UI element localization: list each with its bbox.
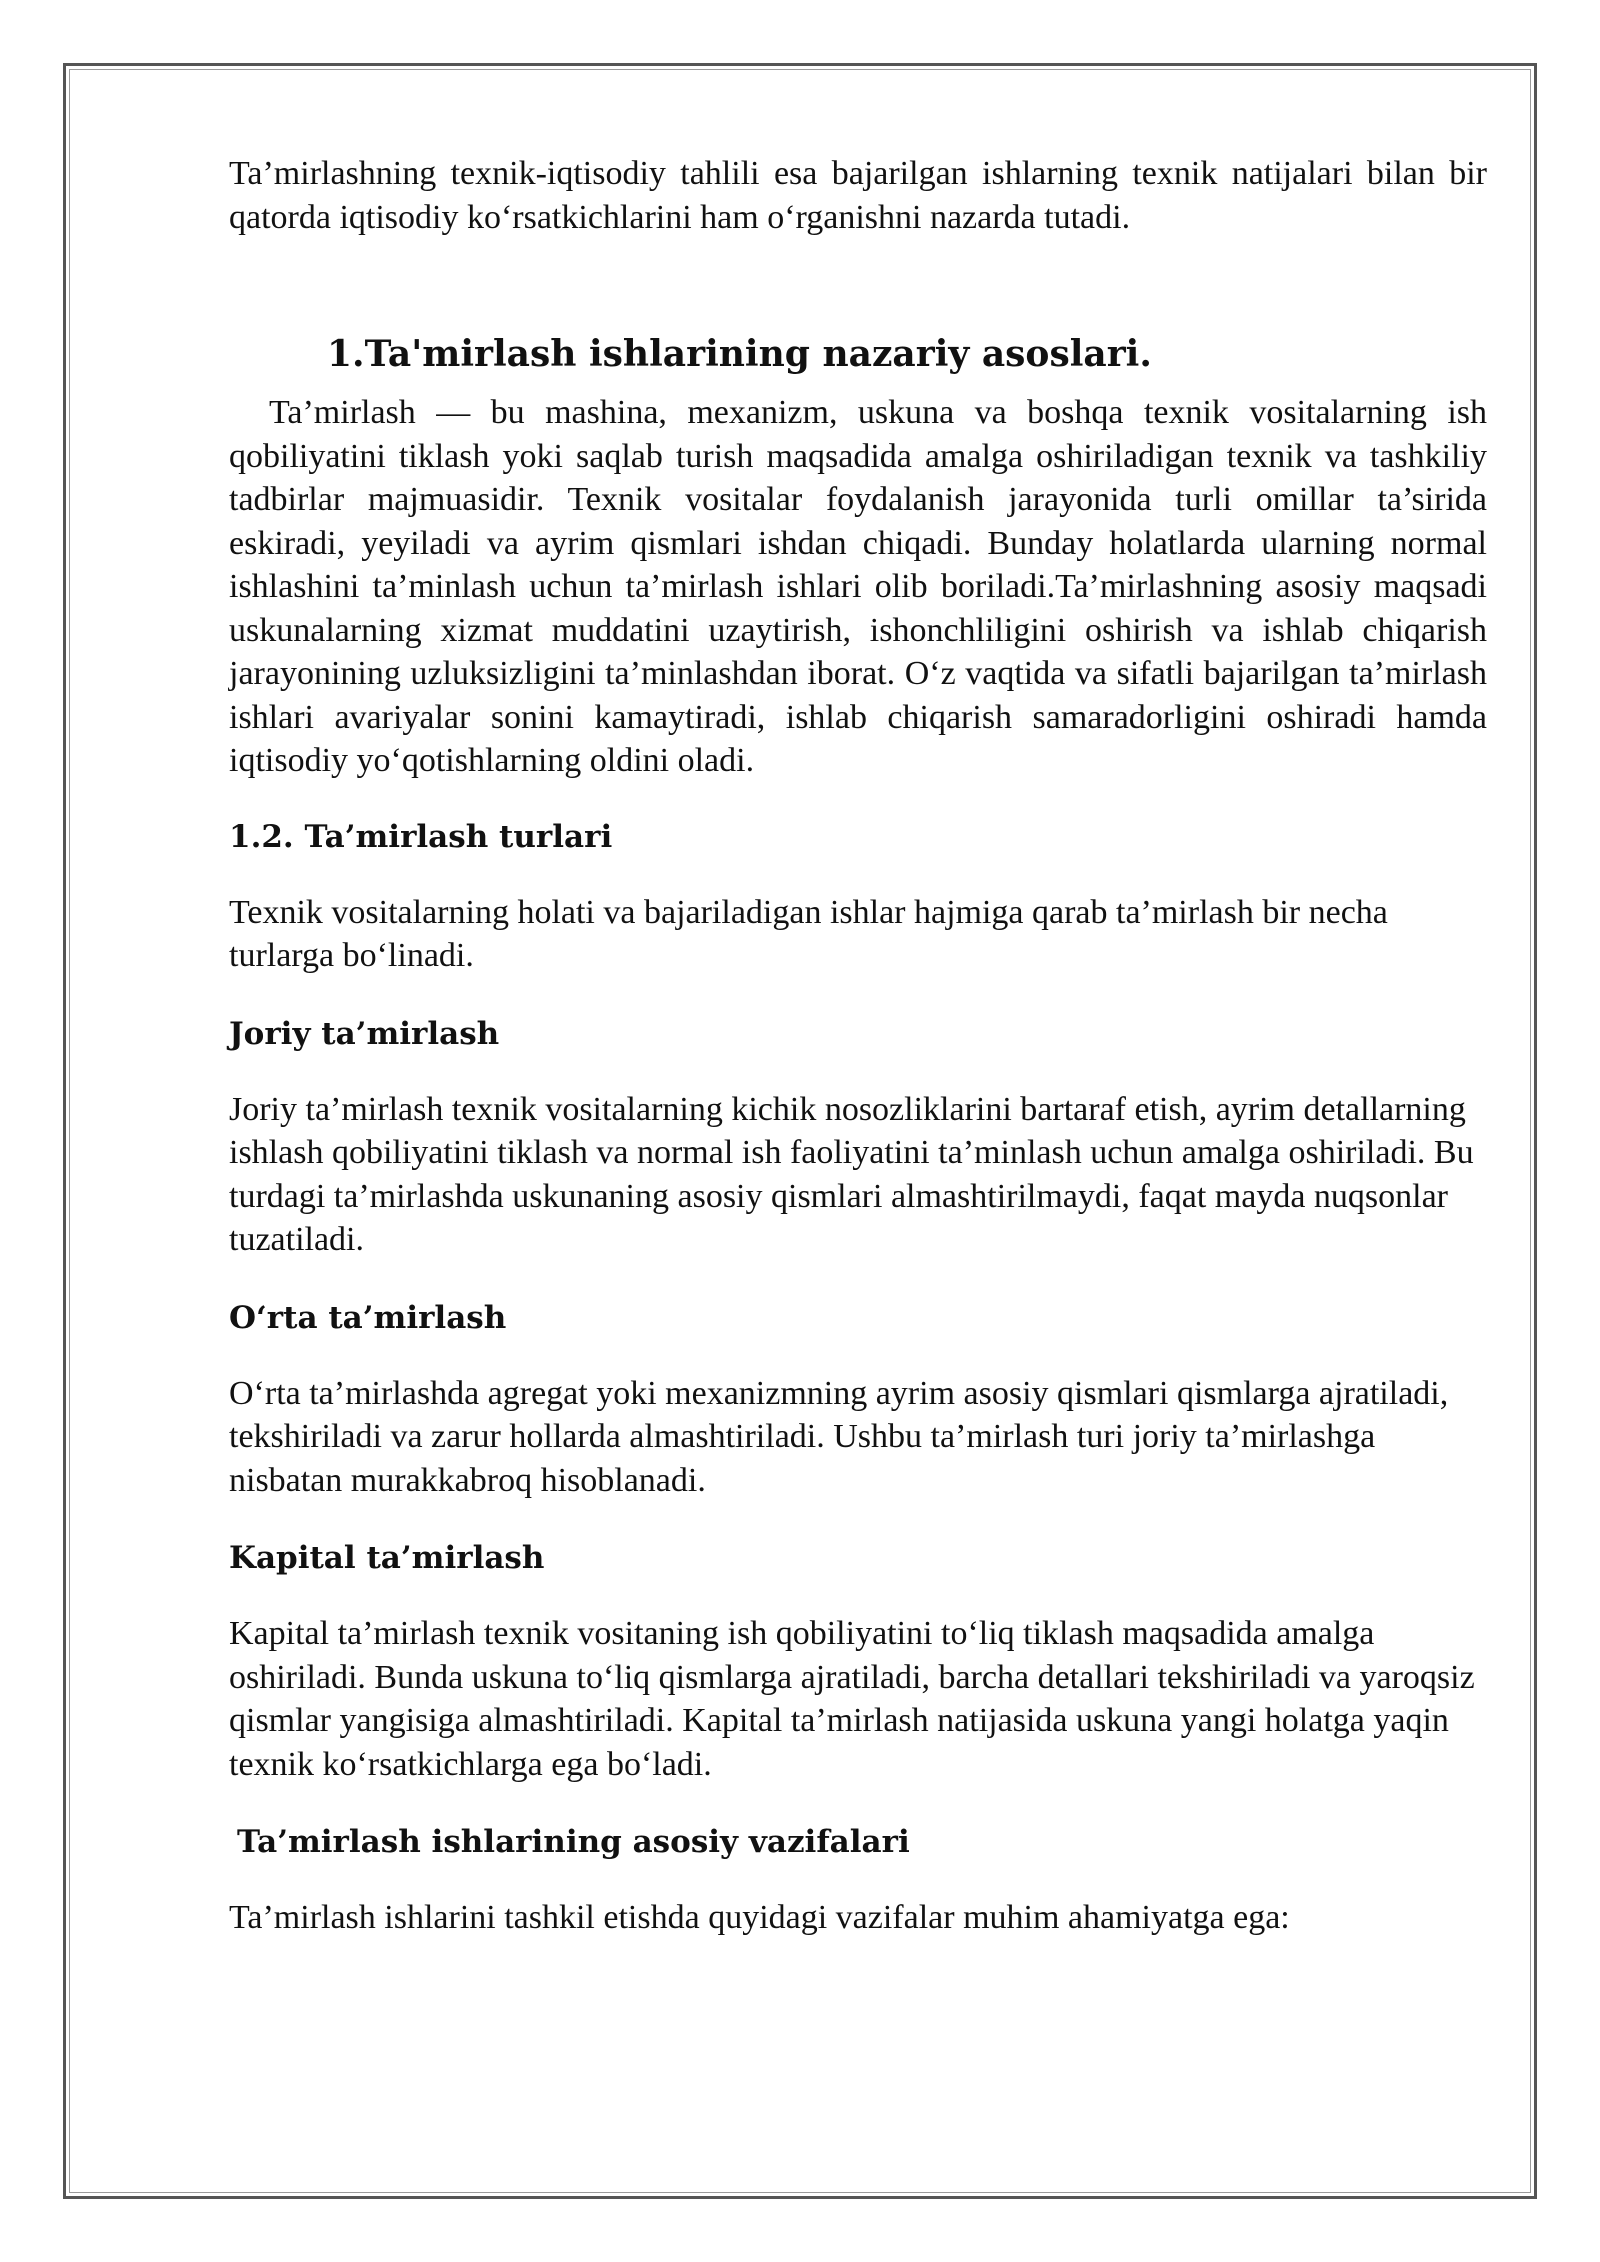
kapital-heading: Kapital ta’mirlash (229, 1540, 545, 1576)
intro-paragraph: Ta’mirlashning texnik-iqtisodiy tahlili esa bajarilgan ishlarning texnik natijalari bilan bir qatorda iqtisodiy ko‘rsatkichlarini ham o‘rganishni nazarda tutadi. (229, 155, 1487, 236)
joriy-paragraph: Joriy ta’mirlash texnik vositalarning kichik nosozliklarini bartaraf etish, ayrim detallarning ishlash qobiliyatini tiklash va normal ish faoliyatini ta’minlash uchun amalga oshiriladi. Bu turdagi ta’mirlashda uskunaning asosiy qismlari almashtirilmaydi, faqat mayda nuqsonlar tuzatiladi. (229, 1090, 1474, 1258)
section-1-2-heading: 1.2. Ta’mirlash turlari (229, 818, 613, 855)
section-1-2-paragraph: Texnik vositalarning holati va bajariladigan ishlar hajmiga qarab ta’mirlash bir necha turlarga bo‘linadi. (229, 893, 1388, 974)
section-1-paragraph: Ta’mirlash — bu mashina, mexanizm, uskuna va boshqa texnik vositalarning ish qobiliyatini tiklash yoki saqlab turish maqsadida amalga oshiriladigan texnik va tashkiliy tadbirlar majmuasidir. Texnik vositalar foydalanish jarayonida turli omillar ta’sirida eskiradi, yeyiladi va ayrim qismlari ishdan chiqadi. Bunday holatlarda ularning normal ishlashini ta’minlash uchun ta’mirlash ishlari olib boriladi.Ta’mirlashning asosiy maqsadi uskunalarning xizmat muddatini uzaytirish, ishonchliligini oshirish va ishlab chiqarish jarayonining uzluksizligini ta’minlashdan iborat. O‘z vaqtida va sifatli bajarilgan ta’mirlash ishlari avariyalar sonini kamaytiradi, ishlab chiqarish samaradorligini oshiradi hamda iqtisodiy yo‘qotishlarning oldini oladi. (229, 394, 1487, 779)
document-body (229, 152, 1487, 1940)
section-1-heading: 1.Ta'mirlash ishlarining nazariy asoslari. (327, 333, 1152, 375)
vazifalar-paragraph: Ta’mirlash ishlarini tashkil etishda quyidagi vazifalar muhim ahamiyatga ega: (229, 1899, 1290, 1936)
joriy-heading: Joriy ta’mirlash (229, 1015, 500, 1052)
kapital-paragraph: Kapital ta’mirlash texnik vositaning ish qobiliyatini to‘liq tiklash maqsadida amalga oshiriladi. Bunda uskuna to‘liq qismlarga ajratiladi, barcha detallari tekshiriladi va yaroqsiz qismlar yangisiga almashtiriladi. Kapital ta’mirlash natijasida uskuna yangi holatga yaqin texnik ko‘rsatkichlarga ega bo‘ladi. (229, 1615, 1475, 1783)
orta-paragraph: O‘rta ta’mirlashda agregat yoki mexanizmning ayrim asosiy qismlari qismlarga ajratiladi, tekshiriladi va zarur hollarda almashtiriladi. Ushbu ta’mirlash turi joriy ta’mirlashga nisbatan murakkabroq hisoblanadi. (229, 1374, 1449, 1499)
orta-heading: O‘rta ta’mirlash (229, 1299, 507, 1336)
vazifalar-heading: Ta’mirlash ishlarining asosiy vazifalari (237, 1824, 910, 1860)
